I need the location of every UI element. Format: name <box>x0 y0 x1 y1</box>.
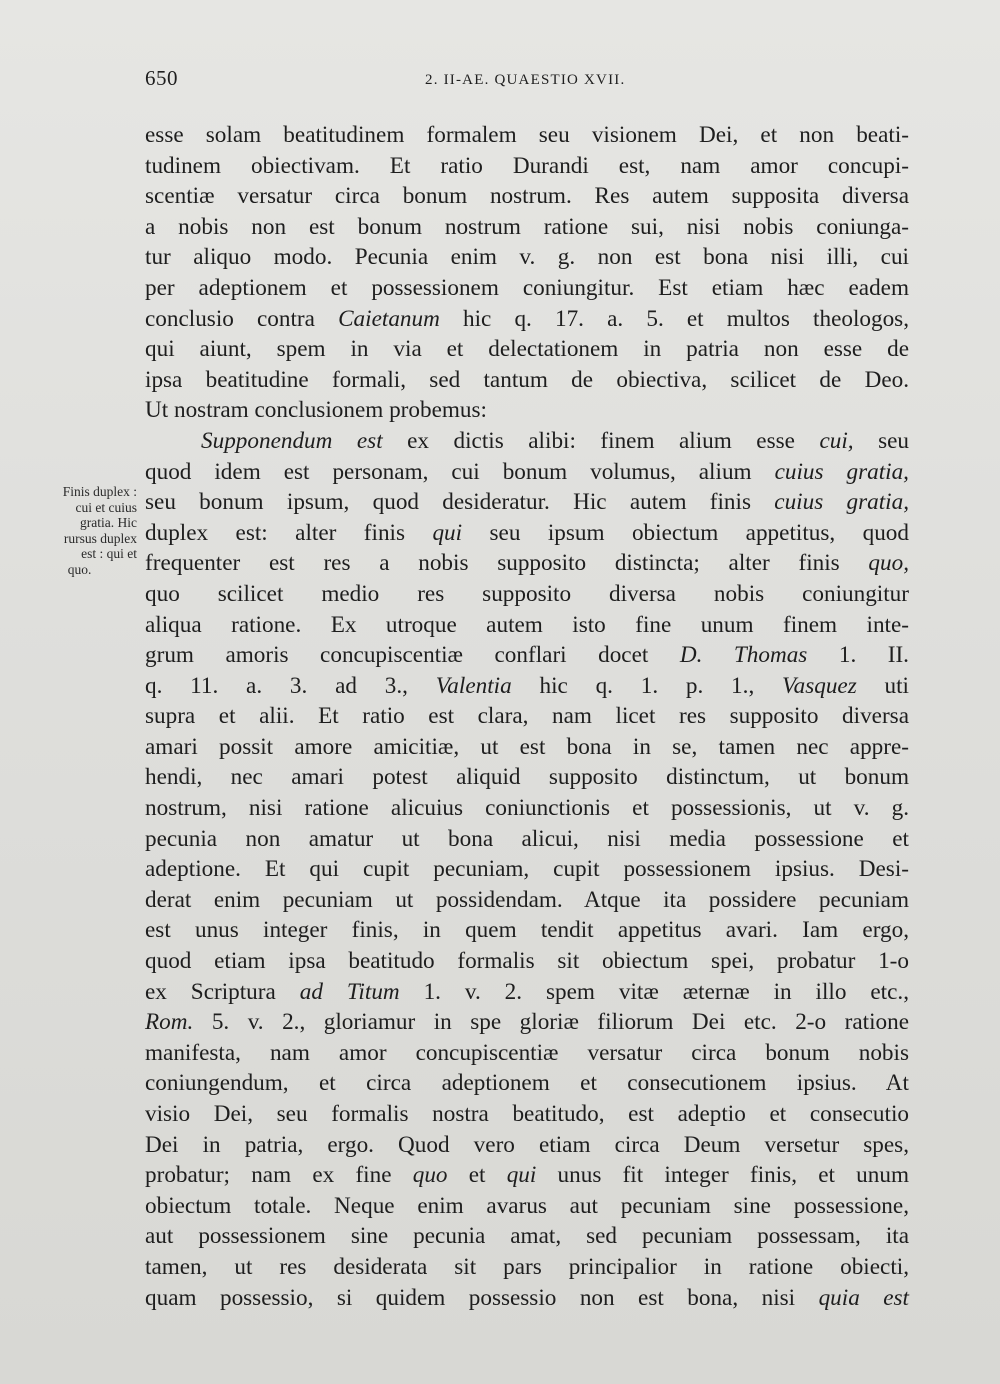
text-line <box>145 640 909 671</box>
text-segment: hic q. 1. p. 1., <box>511 672 783 699</box>
text-line <box>145 1038 909 1069</box>
text-line <box>145 487 909 518</box>
text-line <box>145 701 909 732</box>
text-segment: derat enim pecuniam ut possidendam. Atque ita possidere pecuniam <box>145 886 909 913</box>
text-line <box>145 304 909 335</box>
italic-text: quo <box>412 1162 448 1189</box>
text-segment: tamen, ut res desiderata sit pars principalior in ratione obiecti, <box>145 1253 909 1280</box>
text-segment: ex Scriptura <box>145 978 300 1005</box>
text-line <box>145 1283 909 1314</box>
margin-note-line: gratia. Hic <box>80 515 137 530</box>
italic-text: D. Thomas <box>679 642 808 669</box>
text-segment: adeptione. Et qui cupit pecuniam, cupit possessionem ipsius. Desi- <box>145 856 909 883</box>
text-segment: visio Dei, seu formalis nostra beatitudo, est adeptio et consecutio <box>145 1101 909 1127</box>
text-line <box>145 610 909 641</box>
text-line <box>145 1191 909 1222</box>
text-segment: quod idem est personam, cui bonum volumus, alium <box>145 458 775 485</box>
text-line <box>145 579 909 610</box>
text-line <box>145 518 909 549</box>
text-segment: probatur; nam ex fine <box>145 1162 413 1189</box>
text-line <box>145 151 909 182</box>
text-line <box>145 793 909 824</box>
text-segment: grum amoris concupiscentiæ conflari docet <box>145 642 680 669</box>
text-segment: nostrum, nisi ratione alicuius coniunctionis et possessionis, ut v. g. <box>145 795 909 822</box>
margin-note-line: quo. <box>67 561 92 577</box>
text-line <box>145 1068 909 1099</box>
page-header <box>145 66 905 96</box>
text-line <box>145 1160 909 1191</box>
text-segment: 1. v. 2. spem vitæ æternæ in illo etc., <box>399 978 909 1005</box>
text-segment: ipsa beatitudine formali, sed tantum de obiectiva, scilicet de Deo. <box>145 366 909 393</box>
text-segment: manifesta, nam amor concupiscentiæ versatur circa bonum nobis <box>145 1039 909 1066</box>
text-segment: duplex est: alter finis <box>145 519 433 546</box>
text-segment: tudinem obiectivam. Et ratio Durandi est, nam amor concupi- <box>145 152 909 179</box>
text-line <box>145 824 909 855</box>
text-segment: est unus integer finis, in quem tendit appetitus avari. Iam ergo, <box>145 917 909 944</box>
text-line <box>145 885 909 916</box>
page-number: 650 <box>145 66 178 90</box>
margin-note-line: Finis duplex : <box>62 484 137 499</box>
text-segment: aut possessionem sine pecunia amat, sed pecuniam possessam, ita <box>145 1223 909 1250</box>
text-line <box>145 1099 909 1130</box>
text-line <box>145 762 909 793</box>
italic-text: cuius gratia, <box>774 458 909 485</box>
text-segment: pecunia non amatur ut bona alicui, nisi media possessione et <box>145 825 909 852</box>
text-segment: coniungendum, et circa adeptionem et consecutionem ipsius. At <box>145 1070 909 1097</box>
text-segment: unus fit integer finis, et unum <box>536 1162 909 1189</box>
text-line <box>145 946 909 977</box>
text-line <box>145 671 909 702</box>
text-segment: q. 11. a. 3. ad 3., <box>145 672 436 699</box>
text-segment: seu bonum ipsum, quod desideratur. Hic autem finis <box>145 489 775 516</box>
text-line <box>145 977 909 1008</box>
margin-note-line: rursus duplex <box>63 530 137 546</box>
text-segment: seu <box>853 427 909 454</box>
text-line <box>145 365 909 396</box>
text-line <box>145 212 909 243</box>
text-line <box>145 1130 909 1161</box>
italic-text: Caietanum <box>338 305 440 332</box>
text-line <box>145 1252 909 1283</box>
text-line <box>145 120 909 151</box>
text-segment: qui aiunt, spem in via et delectationem in patria non esse de <box>145 336 909 363</box>
italic-text: qui <box>506 1162 537 1189</box>
text-segment: obiectum totale. Neque enim avarus aut pecuniam sine possessione, <box>145 1192 909 1219</box>
italic-text: quo, <box>868 550 909 577</box>
text-segment: amari possit amore amicitiæ, ut est bona in se, tamen nec appre- <box>145 733 909 760</box>
text-segment: Dei in patria, ergo. Quod vero etiam circa Deum versetur spes, <box>145 1131 909 1158</box>
text-line <box>145 548 909 579</box>
margin-note-line: cui et cuius <box>75 499 137 515</box>
text-segment: tur aliquo modo. Pecunia enim v. g. non est bona nisi illi, cui <box>145 244 909 271</box>
text-line <box>145 854 909 885</box>
running-head: 2. II-AE. QUAESTIO XVII. <box>425 72 626 88</box>
text-line <box>145 732 909 763</box>
margin-note-line: est : qui et <box>81 546 137 561</box>
text-line <box>145 273 909 304</box>
text-segment: hic q. 17. a. 5. et multos theologos, <box>439 305 909 332</box>
text-line <box>145 395 909 426</box>
italic-text: Rom. <box>145 1009 194 1036</box>
text-segment: ex dictis alibi: finem alium esse <box>382 427 820 454</box>
text-segment: supra et alii. Et ratio est clara, nam licet res supposito diversa <box>145 703 909 730</box>
text-line <box>145 457 909 488</box>
text-segment: a nobis non est bonum nostrum ratione sui, nisi nobis coniunga- <box>145 213 909 240</box>
italic-text: Valentia <box>435 672 512 699</box>
text-segment: aliqua ratione. Ex utroque autem isto fine unum finem inte- <box>145 611 909 638</box>
text-segment: frequenter est res a nobis supposito distincta; alter finis <box>145 550 869 577</box>
text-segment: 5. v. 2., gloriamur in spe gloriæ filiorum Dei etc. 2-o ratione <box>193 1009 909 1036</box>
margin-note <box>22 484 137 577</box>
italic-text: quia est <box>818 1284 909 1311</box>
italic-text: Supponendum est <box>201 427 383 454</box>
text-segment: seu ipsum obiectum appetitus, quod <box>462 519 909 546</box>
text-segment: per adeptionem et possessionem coniungitur. Est etiam hæc eadem <box>145 274 909 301</box>
text-segment: quod etiam ipsa beatitudo formalis sit obiectum spei, probatur 1-o <box>145 948 909 975</box>
text-segment: esse solam beatitudinem formalem seu visionem Dei, et non beati- <box>145 122 909 148</box>
text-segment: quo scilicet medio res supposito diversa nobis coniungitur <box>145 580 909 607</box>
text-line <box>145 334 909 365</box>
body-text <box>145 120 909 1313</box>
text-segment: scentiæ versatur circa bonum nostrum. Res autem supposita diversa <box>145 183 909 210</box>
text-line <box>145 181 909 212</box>
text-segment: et <box>447 1162 507 1189</box>
text-segment: uti <box>856 672 909 699</box>
italic-text: Vasquez <box>782 672 857 699</box>
text-segment: hendi, nec amari potest aliquid supposito distinctum, ut bonum <box>145 764 909 791</box>
text-segment: quam possessio, si quidem possessio non est bona, nisi <box>145 1284 819 1311</box>
text-line <box>145 915 909 946</box>
italic-text: cuius gratia, <box>774 489 909 516</box>
text-line <box>145 1007 909 1038</box>
text-line <box>145 426 909 457</box>
text-segment: 1. II. <box>807 642 909 669</box>
italic-text: ad Titum <box>299 978 400 1005</box>
text-segment: Ut nostram conclusionem probemus: <box>145 397 487 424</box>
text-segment: conclusio contra <box>145 305 339 332</box>
text-line <box>145 242 909 273</box>
italic-text: qui <box>432 519 463 546</box>
italic-text: cui, <box>819 427 854 454</box>
text-line <box>145 1221 909 1252</box>
